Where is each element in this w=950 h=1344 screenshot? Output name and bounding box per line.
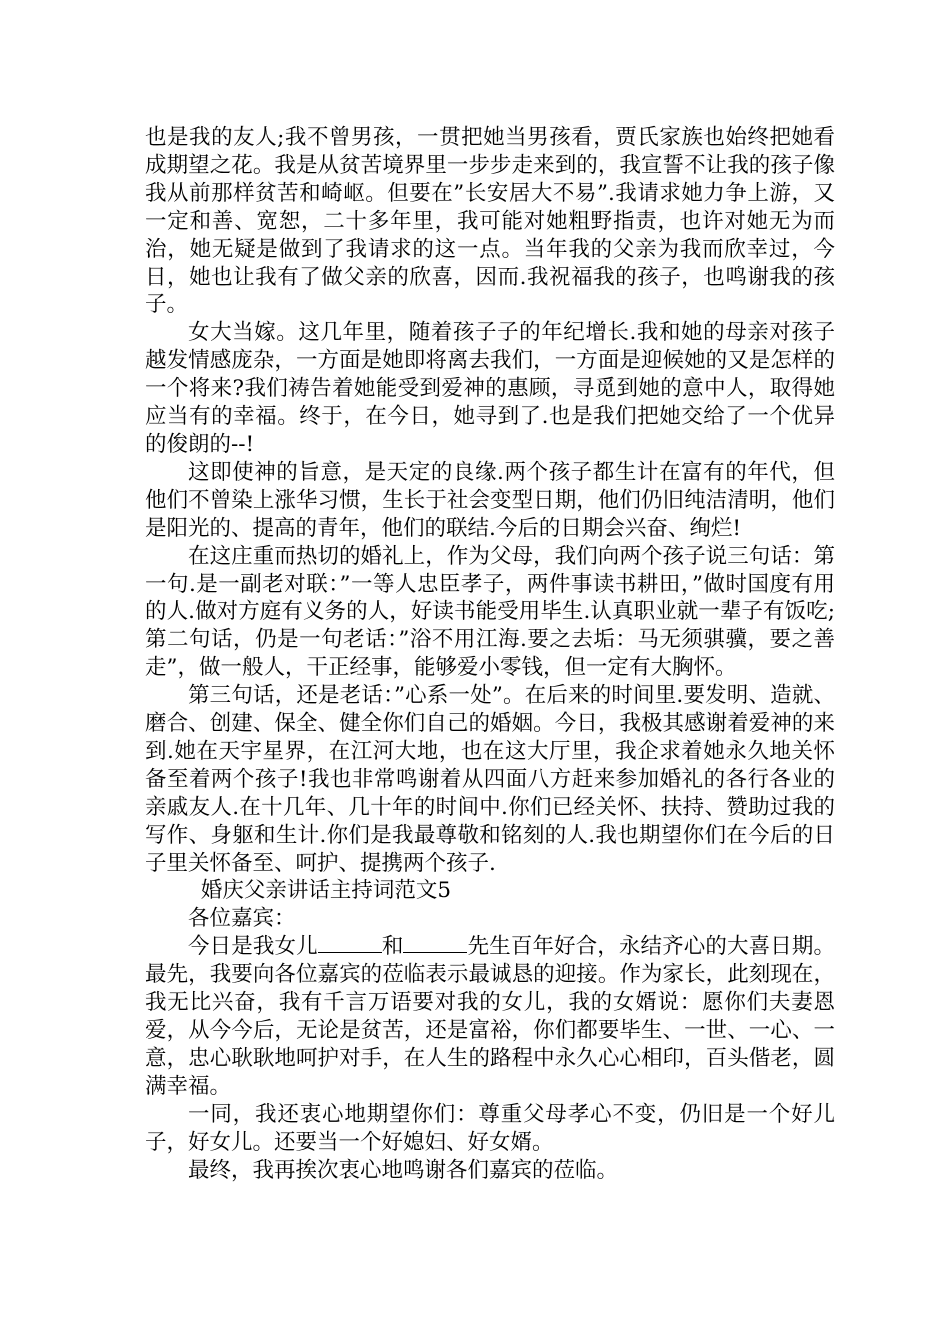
paragraph-2: 女大当嫁。这几年里，随着孩子子的年纪增长.我和她的母亲对孩子越发情感庞杂，一方面是她即将离去我们，一方面是迎候她的又是怎样的一个将来?我们祷告着她能受到爱神的惠顾，寻觅到她的意中人，取得她应当有的幸福。终于，在今日，她寻到了.也是我们把她交给了一个优异的俊朗的--! [145, 320, 835, 457]
paragraph-4: 在这庄重而热切的婚礼上，作为父母，我们向两个孩子说三句话：第一句.是一副老对联：”一等人忠臣孝子，两件事读书耕田，”做时国度有用的人.做对方庭有义务的人，好读书能受用毕生.认真职业就一辈子有饭吃;第二句话，仍是一句老话：”浴不用江海.要之去垢：马无须骐骥，要之善走”，做一般人，干正经事，能够爱小零钱，但一定有大胸怀。 [145, 543, 835, 681]
paragraph-8 [145, 933, 835, 1100]
p8-part3: 先生百年好合，永结齐心的大喜日期。最先，我要向各位嘉宾的莅临表示最诚恳的迎接。作为家长，此刻现在，我无比兴奋，我有千言万语要对我的女儿，我的女婿说：愿你们夫妻恩爱，从今今后，无论是贫苦，还是富裕，你们都要毕生、一世、一心、一意，忠心耿耿地呵护对手，在人生的路程中永久心心相印，百头偕老，圆满幸福。 [145, 934, 835, 1099]
paragraph-1: 也是我的友人;我不曾男孩，一贯把她当男孩看，贾氏家族也始终把她看成期望之花。我是从贫苦境界里一步步走来到的，我宣誓不让我的孩子像我从前那样贫苦和崎岖。但要在”长安居大不易”.我请求她力争上游，又一定和善、宽恕，二十多年里，我可能对她粗野指责，也许对她无为而治，她无疑是做到了我请求的这一点。当年我的父亲为我而欣幸过，今日，她也让我有了做父亲的欣喜，因而.我祝福我的孩子，也鸣谢我的孩子。 [145, 125, 835, 318]
blank-line-bride [318, 951, 382, 953]
paragraph-3: 这即使神的旨意，是天定的良缘.两个孩子都生计在富有的年代，但他们不曾染上涨华习惯，生长于社会变型日期，他们仍旧纯洁清明，他们是阳光的、提高的青年，他们的联结.今后的日期会兴奋、绚烂! [145, 459, 835, 541]
paragraph-9: 一同，我还衷心地期望你们：尊重父母孝心不变，仍旧是一个好儿子，好女儿。还要当一个好媳妇、好女婿。 [145, 1101, 835, 1155]
p8-part2: 和 [381, 934, 404, 960]
document-body [145, 124, 835, 1184]
paragraph-10: 最终，我再挨次衷心地鸣谢各们嘉宾的莅临。 [188, 1157, 619, 1183]
paragraph-5: 第三句话，还是老话：”心系一处”。在后来的时间里.要发明、造就、磨合、创建、保全、健全你们自己的婚姻。今日，我极其感谢着爱神的来到.她在天宇星界，在江河大地，也在这大厅里，我企求着她永久地关怀备至着两个孩子!我也非常鸣谢着从四面八方赶来参加婚礼的各行各业的亲戚友人.在十几年、几十年的时间中.你们已经关怀、扶持、赞助过我的写作、身躯和生计.你们是我最尊敬和铭刻的人.我也期望你们在今后的日子里关怀备至、呵护、提携两个孩子. [145, 683, 835, 876]
greeting: 各位嘉宾： [188, 906, 296, 932]
blank-line-groom [403, 951, 467, 953]
p8-part1: 今日是我女儿 [188, 934, 318, 960]
section-heading: 婚庆父亲讲话主持词范文5 [200, 878, 452, 904]
